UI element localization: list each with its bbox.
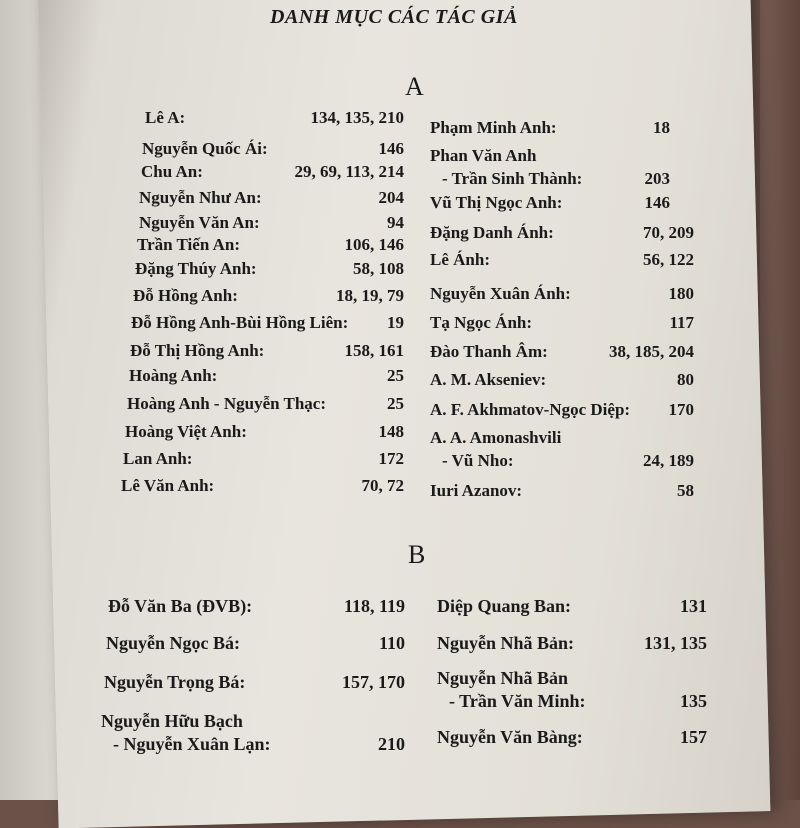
index-entry	[430, 428, 694, 474]
author-name: A. A. Amonashvili	[430, 428, 562, 447]
author-name: Phan Văn Anh	[430, 146, 537, 165]
page-numbers: 19	[387, 313, 404, 332]
author-name: Nguyễn Nhã Bản:	[437, 633, 575, 653]
section-letter-b: B	[408, 540, 426, 569]
index-entry	[145, 108, 404, 131]
page-numbers: 180	[668, 284, 694, 303]
author-name: Phạm Minh Anh:	[430, 118, 557, 137]
index-entry	[437, 727, 707, 750]
author-name: A. M. Akseniev:	[430, 370, 547, 389]
author-name: Iuri Azanov:	[430, 481, 523, 500]
page-numbers: 203	[644, 169, 670, 188]
author-name: Lê Văn Anh:	[121, 476, 215, 495]
author-name: Hoàng Anh - Nguyễn Thạc:	[127, 394, 327, 413]
index-entry	[430, 313, 694, 336]
index-entry	[137, 235, 404, 258]
page-title: DANH MỤC CÁC TÁC GIẢ	[270, 6, 518, 28]
index-entry	[130, 341, 404, 364]
author-name-continuation: - Nguyễn Xuân Lạn:	[113, 734, 271, 754]
page-numbers: 24, 189	[643, 451, 694, 470]
page-numbers: 106, 146	[344, 235, 404, 254]
author-name: Nguyễn Hữu Bạch	[101, 711, 243, 731]
author-name: Đỗ Hồng Anh:	[133, 286, 238, 305]
page-numbers: 148	[378, 422, 404, 441]
page-numbers: 134, 135, 210	[310, 108, 404, 127]
page-numbers: 58	[677, 481, 694, 500]
author-name: Đỗ Thị Hồng Anh:	[130, 341, 265, 360]
index-entry	[121, 476, 404, 499]
page-numbers: 210	[378, 734, 405, 754]
index-entry	[430, 342, 694, 365]
author-name: Nguyễn Như An:	[139, 188, 262, 207]
page-numbers: 110	[378, 633, 405, 653]
page-numbers: 38, 185, 204	[609, 342, 694, 361]
page-numbers: 170	[668, 400, 694, 419]
author-name: Nguyễn Xuân Ánh:	[430, 284, 571, 303]
page-numbers: 135	[680, 691, 707, 711]
page-numbers: 146	[378, 139, 404, 158]
author-name: Lê A:	[145, 108, 186, 127]
author-name: Nguyễn Ngọc Bá:	[106, 633, 240, 653]
index-entry	[125, 422, 404, 445]
author-name: Nguyễn Văn An:	[139, 213, 260, 232]
page-numbers: 146	[644, 193, 670, 212]
author-name: Vũ Thị Ngọc Anh:	[430, 193, 563, 212]
page-numbers: 29, 69, 113, 214	[294, 162, 404, 181]
page-numbers: 94	[387, 213, 404, 232]
author-name: Đặng Thúy Anh:	[135, 259, 257, 278]
index-entry	[106, 633, 405, 656]
index-entry	[104, 672, 405, 695]
index-entry	[430, 481, 694, 504]
page-numbers: 204	[378, 188, 404, 207]
index-entry	[127, 394, 404, 417]
index-entry	[437, 633, 707, 656]
page-numbers: 70, 72	[361, 476, 404, 495]
index-entry	[437, 668, 707, 714]
page-numbers: 18	[653, 118, 670, 137]
page-numbers: 117	[669, 313, 694, 332]
page-numbers: 70, 209	[643, 223, 694, 242]
index-entry	[129, 366, 404, 389]
page-numbers: 172	[378, 449, 404, 468]
author-name: Tạ Ngọc Ánh:	[430, 313, 533, 332]
index-entry	[141, 162, 404, 185]
index-entry	[108, 596, 405, 619]
index-entry	[430, 370, 694, 393]
author-name: Hoàng Anh:	[129, 366, 218, 385]
author-name: Nguyễn Văn Bàng:	[437, 727, 583, 747]
author-name: Đỗ Văn Ba (ĐVB):	[108, 596, 253, 616]
author-name: A. F. Akhmatov-Ngọc Diệp:	[430, 400, 631, 419]
page-numbers: 118, 119	[343, 596, 405, 616]
author-name: Trần Tiến An:	[137, 235, 240, 254]
section-letter-a: A	[405, 72, 424, 101]
index-entry	[123, 449, 404, 472]
page-numbers: 157, 170	[342, 672, 405, 692]
author-name-continuation: - Trần Sinh Thành:	[442, 169, 583, 188]
author-name: Hoàng Việt Anh:	[125, 422, 247, 441]
author-name: Diệp Quang Ban:	[437, 596, 572, 616]
page-numbers: 18, 19, 79	[336, 286, 404, 305]
index-entry	[430, 118, 670, 141]
author-name: Nguyễn Trọng Bá:	[104, 672, 246, 692]
page-numbers: 158, 161	[344, 341, 404, 360]
author-name: Đào Thanh Âm:	[430, 342, 548, 361]
index-entry	[101, 711, 405, 757]
author-name: Nguyễn Quốc Ái:	[142, 139, 268, 158]
index-entry	[430, 250, 694, 273]
page-numbers: 80	[677, 370, 694, 389]
author-name: Chu An:	[141, 162, 203, 181]
index-entry	[430, 223, 694, 246]
index-entry	[135, 259, 404, 282]
page-numbers: 25	[387, 394, 404, 413]
index-entry	[430, 193, 670, 216]
author-name: Nguyễn Nhã Bản	[437, 668, 569, 688]
index-entry	[139, 188, 404, 211]
page-numbers: 131, 135	[644, 633, 707, 653]
author-name: Lê Ánh:	[430, 250, 490, 269]
index-entry	[437, 596, 707, 619]
author-name-continuation: - Trần Văn Minh:	[449, 691, 586, 711]
page-numbers: 25	[387, 366, 404, 385]
index-entry	[430, 284, 694, 307]
index-entry	[430, 146, 670, 192]
author-name-continuation: - Vũ Nho:	[442, 451, 514, 470]
index-entry	[142, 139, 404, 162]
page-numbers: 131	[680, 596, 707, 616]
index-entry	[133, 286, 404, 309]
author-name: Đặng Danh Ánh:	[430, 223, 554, 242]
author-name: Lan Anh:	[123, 449, 193, 468]
index-entry	[430, 400, 694, 423]
page-numbers: 58, 108	[353, 259, 404, 278]
index-entry	[139, 213, 404, 236]
author-name: Đỗ Hồng Anh-Bùi Hồng Liên:	[131, 313, 349, 332]
index-entry	[131, 313, 404, 336]
page-numbers: 56, 122	[643, 250, 694, 269]
page-numbers: 157	[680, 727, 707, 747]
